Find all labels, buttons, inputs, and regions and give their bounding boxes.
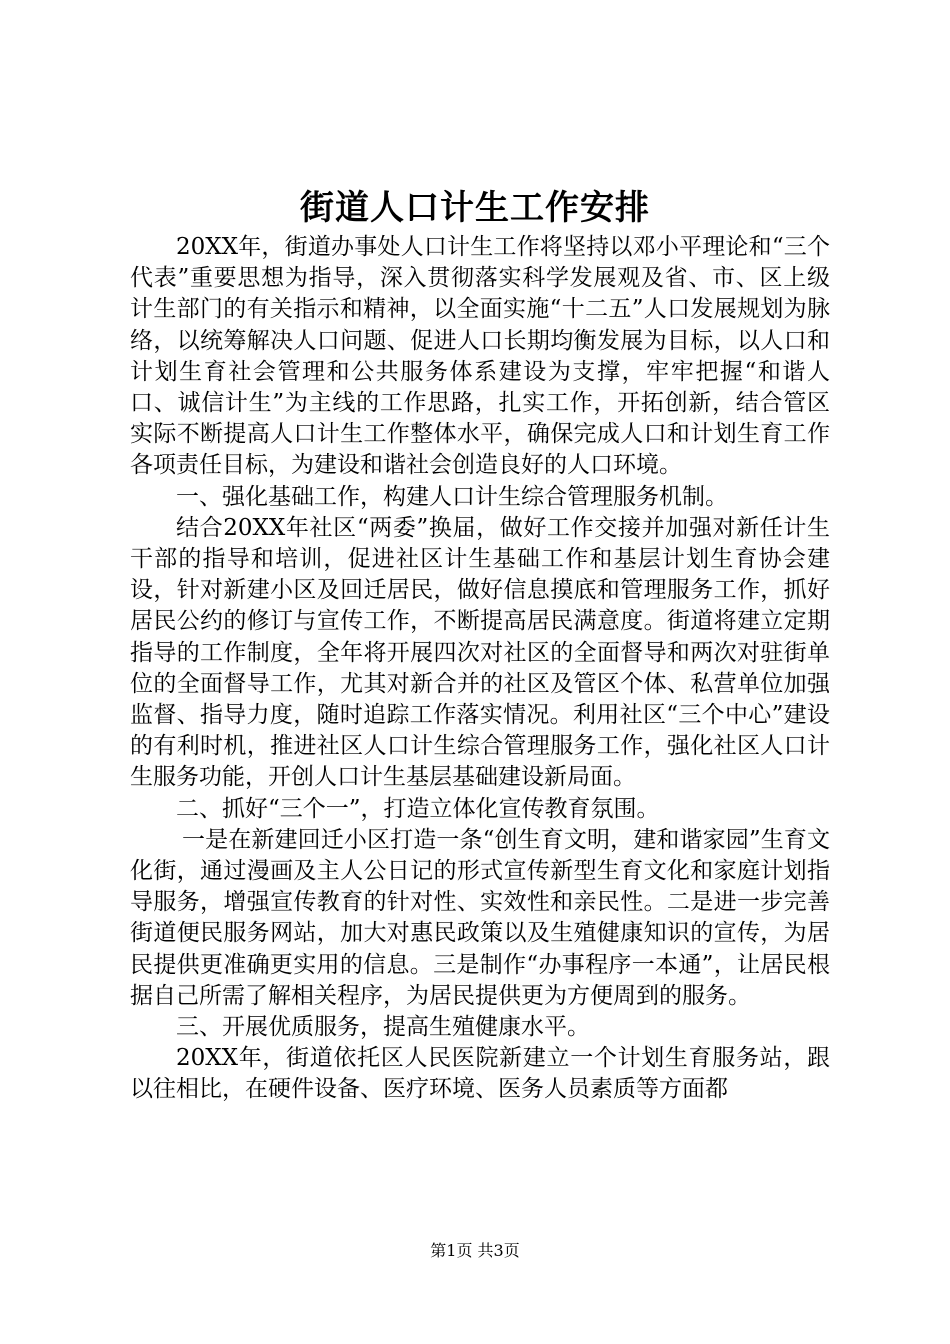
document-title: 街道人口计生工作安排	[300, 188, 650, 228]
paragraph-intro: 20XX年，街道办事处人口计生工作将坚持以邓小平理论和“三个代表”重要思想为指导，深入贯彻落实科学发展观及省、市、区上级计生部门的有关指示和精神，以全面实施“十二五”人口发展规划为脉络，以统筹解决人口问题、促进人口长期均衡发展为目标，以人口和计划生育社会管理和公共服务体系建设为支撑，牢牢把握“和谐人口、诚信计生”为主线的工作思路，扎实工作，开拓创新，结合管区实际不断提高人口计生工作整体水平，确保完成人口和计划生育工作各项责任目标，为建设和谐社会创造良好的人口环境。	[130, 234, 830, 479]
paragraph-section-1: 结合20XX年社区“两委”换届，做好工作交接并加强对新任计生干部的指导和培训，促进社区计生基础工作和基层计划生育协会建设，针对新建小区及回迁居民，做好信息摸底和管理服务工作，抓好居民公约的修订与宣传工作，不断提高居民满意度。街道将建立定期指导的工作制度，全年将开展四次对社区的全面督导和两次对驻街单位的全面督导工作，尤其对新合并的社区及管区个体、私营单位加强监督、指导力度，随时追踪工作落实情况。利用社区“三个中心”建设的有利时机，推进社区人口计生综合管理服务工作，强化社区人口计生服务功能，开创人口计生基层基础建设新局面。	[130, 514, 830, 791]
section-heading-2: 二、抓好“三个一”，打造立体化宣传教育氛围。	[176, 795, 660, 822]
section-heading-3: 三、开展优质服务，提高生殖健康水平。	[176, 1014, 590, 1041]
section-heading-1: 一、强化基础工作，构建人口计生综合管理服务机制。	[176, 483, 728, 510]
page-footer: 第1页 共3页	[430, 1241, 520, 1260]
paragraph-section-2: 一是在新建回迁小区打造一条“创生育文明，建和谐家园”生育文化街，通过漫画及主人公日记的形式宣传新型生育文化和家庭计划指导服务，增强宣传教育的针对性、实效性和亲民性。二是进一步完善街道便民服务网站，加大对惠民政策以及生殖健康知识的宣传，为居民提供更准确更实用的信息。三是制作“办事程序一本通”，让居民根据自己所需了解相关程序，为居民提供更为方便周到的服务。	[130, 826, 830, 1009]
document-body	[130, 232, 830, 1106]
paragraph-section-3: 20XX年，街道依托区人民医院新建立一个计划生育服务站，跟以往相比，在硬件设备、医疗环境、医务人员素质等方面都	[130, 1045, 830, 1103]
